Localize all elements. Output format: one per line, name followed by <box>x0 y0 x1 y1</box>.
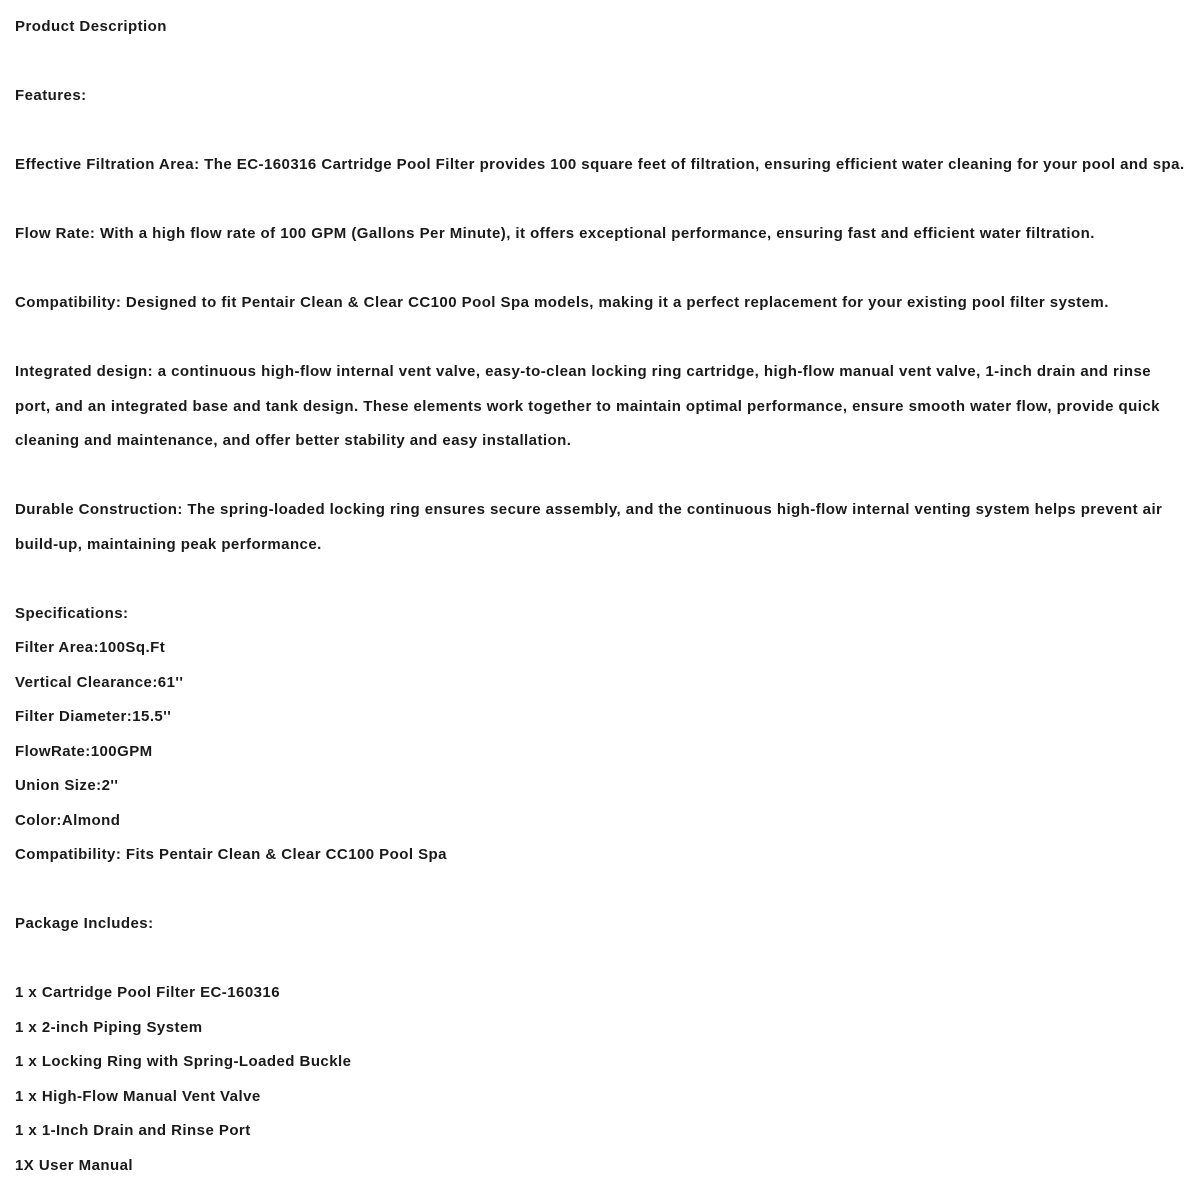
package-item-vent-valve: 1 x High-Flow Manual Vent Valve <box>15 1087 261 1105</box>
specifications-heading: Specifications: <box>15 604 129 622</box>
features-heading: Features: <box>15 87 87 104</box>
spec-union-size: Union Size:2'' <box>15 777 119 794</box>
feature-filtration-area: Effective Filtration Area: The EC-160316 Cartridge Pool Filter provides 100 square feet of filtration, ensuring efficient water cleaning for your pool and spa. <box>15 156 1185 173</box>
spec-filter-area: Filter Area:100Sq.Ft <box>15 639 166 656</box>
product-description-heading: Product Description <box>15 18 167 35</box>
spacer <box>15 459 1187 494</box>
spacer <box>15 114 1187 149</box>
package-includes-heading: Package Includes: <box>15 915 154 932</box>
spec-flow-rate: FlowRate:100GPM <box>15 742 153 760</box>
product-description-document <box>15 10 1187 1183</box>
spacer <box>15 321 1187 356</box>
spacer <box>15 45 1187 80</box>
package-item-locking-ring: 1 x Locking Ring with Spring-Loaded Buckle <box>15 1053 352 1070</box>
package-item-filter: 1 x Cartridge Pool Filter EC-160316 <box>15 984 281 1001</box>
feature-integrated-design: Integrated design: a continuous high-flow internal vent valve, easy-to-clean locking ring cartridge, high-flow manual vent valve, 1-inch drain and rinse port, and an integrated base and tank design. These elements work together to maintain optimal performance, ensure smooth water flow, provide quick cleaning and maintenance, and offer better stability and easy installation. <box>15 363 1160 449</box>
spec-compatibility: Compatibility: Fits Pentair Clean & Clear CC100 Pool Spa <box>15 846 447 863</box>
spacer <box>15 562 1187 597</box>
feature-durable-construction: Durable Construction: The spring-loaded locking ring ensures secure assembly, and the continuous high-flow internal venting system helps prevent air build-up, maintaining peak performance. <box>15 501 1163 553</box>
spacer <box>15 183 1187 218</box>
package-item-drain-port: 1 x 1-Inch Drain and Rinse Port <box>15 1122 251 1139</box>
spacer <box>15 252 1187 287</box>
feature-flow-rate: Flow Rate: With a high flow rate of 100 GPM (Gallons Per Minute), it offers exceptional performance, ensuring fast and efficient water filtration. <box>15 225 1095 242</box>
feature-compatibility: Compatibility: Designed to fit Pentair Clean & Clear CC100 Pool Spa models, making it a perfect replacement for your existing pool filter system. <box>15 294 1109 311</box>
spec-color: Color:Almond <box>15 811 121 829</box>
package-item-piping: 1 x 2-inch Piping System <box>15 1018 203 1036</box>
spacer <box>15 942 1187 977</box>
spacer <box>15 873 1187 908</box>
spec-vertical-clearance: Vertical Clearance:61'' <box>15 673 184 691</box>
spec-filter-diameter: Filter Diameter:15.5'' <box>15 708 172 725</box>
package-item-user-manual: 1X User Manual <box>15 1156 134 1174</box>
